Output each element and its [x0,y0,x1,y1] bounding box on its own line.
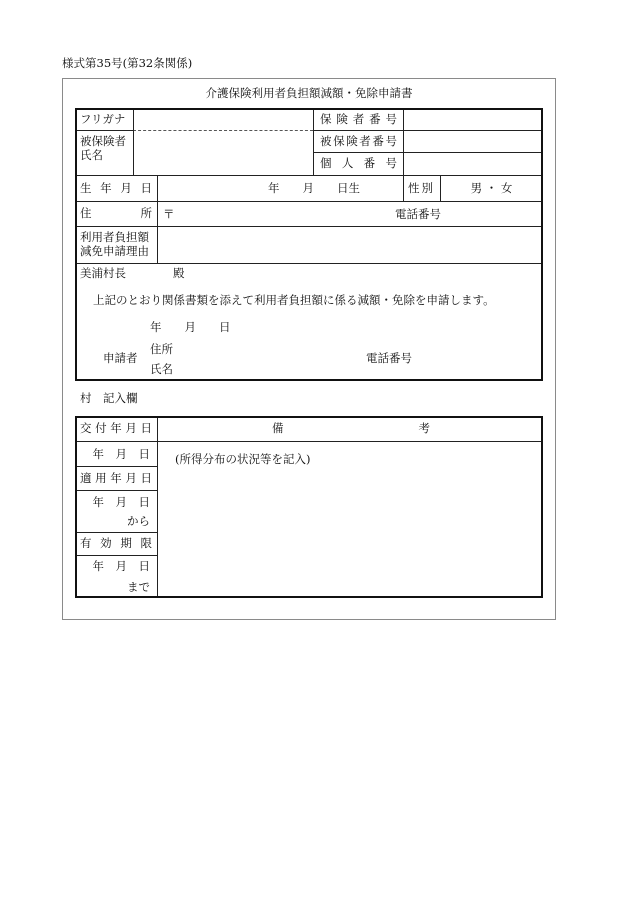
sex-label: 性別 [408,181,433,195]
insured-name-label-line: 被保険者 [80,134,126,148]
applicant-phone-label: 電話番号 [366,351,412,365]
issue-date-label: 交付年月日 [80,421,152,435]
remarks-label: 備考 [272,421,430,435]
applicant-label: 申請者 [103,351,138,365]
reason-label-line: 利用者負担額 [80,230,149,244]
furigana-label: フリガナ [80,112,126,126]
insured-name-label [80,134,126,162]
birth-date-blank: 年 月 日生 [268,181,360,195]
addressee: 美浦村長 [80,266,126,280]
insurer-number-label: 保険者番号 [320,112,397,126]
form-title: 介護保険利用者負担額減額・免除申請書 [205,86,413,100]
insured-name-label-line: 氏名 [80,148,103,162]
effective-date-blank: 年 月 日 [92,495,150,509]
effective-date-label: 適用年月日 [80,471,152,485]
sex-options: 男 ・ 女 [470,181,513,195]
reason-label-line: 減免申請理由 [80,244,149,258]
issue-date-blank: 年 月 日 [92,447,150,461]
applicant-address-label: 住所 [150,342,173,356]
postal-mark: 〒 [163,207,175,221]
form-number: 様式第35号(第32条関係) [62,56,193,70]
declaration-statement: 上記のとおり関係書類を添えて利用者負担額に係る減額・免除を申請します。 [93,293,495,307]
insured-number-label: 被保険者番号 [320,134,397,148]
expiry-until-label: まで [127,580,150,594]
application-table [75,108,543,381]
effective-from-label: から [127,514,150,528]
birth-date-label: 生年月日 [80,181,152,195]
expiry-date-blank: 年 月 日 [92,559,150,573]
phone-label: 電話番号 [395,207,441,221]
expiry-label: 有効期限 [80,536,152,550]
remarks-note: (所得分布の状況等を記入) [175,452,311,466]
application-date-blank: 年 月 日 [150,320,231,334]
honorific: 殿 [173,266,185,280]
address-label: 住所 [80,206,152,220]
village-section-heading: 村 記入欄 [80,391,138,405]
personal-number-label: 個人番号 [320,156,397,170]
applicant-name-label: 氏名 [150,362,173,376]
reason-label [80,230,149,258]
village-record-table [75,416,543,598]
